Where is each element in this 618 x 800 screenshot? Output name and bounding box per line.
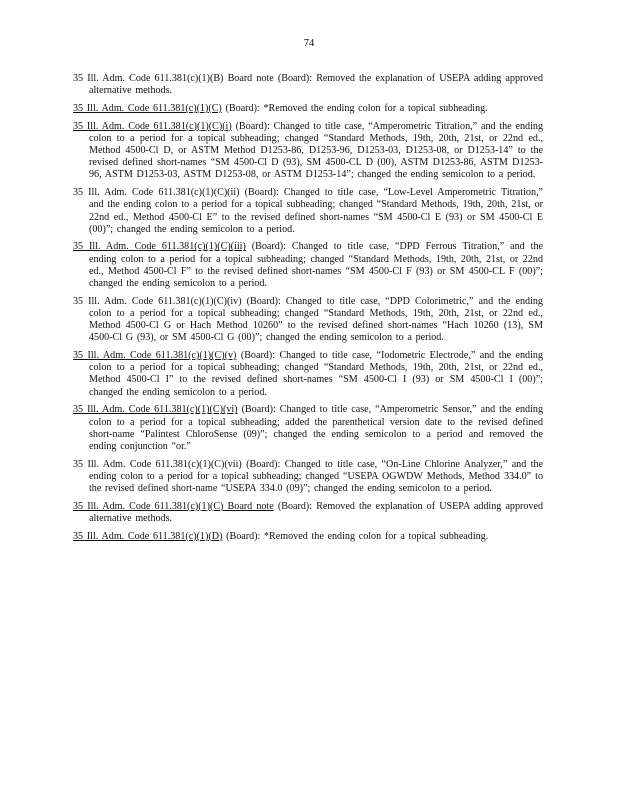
citation-entry [73, 187, 543, 236]
citation-entry [73, 103, 543, 115]
citation-entry [73, 404, 543, 453]
citation-entry [73, 241, 543, 290]
citation-reference: 35 Ill. Adm. Code 611.381(c)(1)(C) Board note [73, 500, 274, 512]
citation-reference: 35 Ill. Adm. Code 611.381(c)(1)(C)(iii) [73, 241, 246, 253]
citation-reference: 35 Ill. Adm. Code 611.381(c)(1)(D) [73, 530, 223, 542]
citation-entry [73, 296, 543, 345]
citation-description: (Board): Removed the explanation of USEPA adding approved alternative methods. [89, 500, 543, 524]
citation-description: (Board): *Removed the ending colon for a topical subheading. [226, 530, 489, 542]
citation-entry [73, 350, 543, 399]
citation-description: (Board): Changed to title case, “Low-Level Amperometric Titration,” and the ending colon to a period for a topical subheading; changed “Standard Methods, 19th, 20th, 21st, or 22nd ed., Method 4500-Cl E” to the revised defined short-names “SM 4500-Cl E (93) or SM 4500-Cl E (00)”; changed the ending semicolon to a period. [89, 187, 543, 235]
entry-list [73, 73, 543, 548]
citation-description: (Board): Changed to title case, “On-Line Chlorine Analyzer,” and the ending colon to a period for a topical subheading; changed “USEPA OGWDW Methods, Method 334.0” to the revised defined short-name “USEPA 334.0 (09)”; changed the ending semicolon to a period. [89, 458, 543, 495]
citation-reference: 35 Ill. Adm. Code 611.381(c)(1)(C)(vii) [73, 458, 242, 470]
citation-reference: 35 Ill. Adm. Code 611.381(c)(1)(C)(ii) [73, 187, 240, 199]
citation-description: (Board): Changed to title case, “DPD Ferrous Titration,” and the ending colon to a period for a topical subheading; changed “Standard Methods, 19th, 20th, 21st, or 22nd ed., Method 4500-Cl F” to the revised defined short-names “SM 4500-Cl F (93) or SM 4500-CL F (00)”; changed the ending semicolon to a period. [89, 241, 543, 290]
citation-description: (Board): Changed to title case, “Iodometric Electrode,” and the ending colon to a period for a topical subheading; changed “Standard Methods, 19th, 20th, 21st, or 22nd ed., Method 4500-Cl I” to the revised defined short-names “SM 4500-Cl I (93) or SM 4500-Cl I (00)”; changed the ending semicolon to a period. [89, 350, 543, 398]
citation-description: (Board): Changed to title case, “Amperometric Titration,” and the ending colon to a period for a topical subheading; changed “Standard Methods, 19th, 20th, 21st, or 22nd ed., Method 4500-Cl D, or ASTM Method D1253-86, D1253-96, D1253-03, D1253-08, or D1253-14” to the revised defined short-names “SM 4500-Cl D (93), SM 4500-CL D (00), ASTM D1253-86, ASTM D1253-96, ASTM D1253-03, ASTM D1253-08, or ASTM D1253-14”; changed the ending semicolon to a period. [89, 120, 543, 181]
citation-reference: 35 Ill. Adm. Code 611.381(c)(1)(C)(vi) [73, 404, 238, 416]
citation-description: (Board): Changed to title case, “DPD Colorimetric,” and the ending colon to a period for a topical subheading; changed “Standard Methods, 19th, 20th, 21st, or 22nd ed., Method 4500-Cl G or Hach Method 10260” to the revised defined short-names “Hach 10260 (13), SM 4500-Cl G (93), or SM 4500-Cl G (00)”; changed the ending semicolon to a period. [89, 295, 543, 344]
citation-reference: 35 Ill. Adm. Code 611.381(c)(1)(C)(iv) [73, 295, 242, 307]
citation-entry [73, 121, 543, 182]
citation-entry [73, 531, 543, 543]
citation-reference: 35 Ill. Adm. Code 611.381(c)(1)(C)(i) [73, 120, 232, 132]
citation-reference: 35 Ill. Adm. Code 611.381(c)(1)(C)(v) [73, 350, 237, 362]
page-number: 74 [303, 38, 315, 49]
citation-description: (Board): *Removed the ending colon for a topical subheading. [225, 102, 488, 114]
citation-description: (Board): Changed to title case, “Amperometric Sensor,” and the ending colon to a period for a topical subheading; added the parenthetical version date to the revised defined short-name “Palintest ChloroSense (09)”; changed the ending semicolon to a period and removed the ending conjunction “or.” [89, 404, 543, 452]
citation-entry [73, 501, 543, 525]
citation-reference: 35 Ill. Adm. Code 611.381(c)(1)(B) [73, 73, 224, 84]
citation-entry [73, 73, 543, 97]
citation-entry [73, 459, 543, 496]
citation-description: Board note (Board): Removed the explanation of USEPA adding approved alternative methods. [89, 73, 543, 97]
citation-reference: 35 Ill. Adm. Code 611.381(c)(1)(C) [73, 102, 222, 114]
